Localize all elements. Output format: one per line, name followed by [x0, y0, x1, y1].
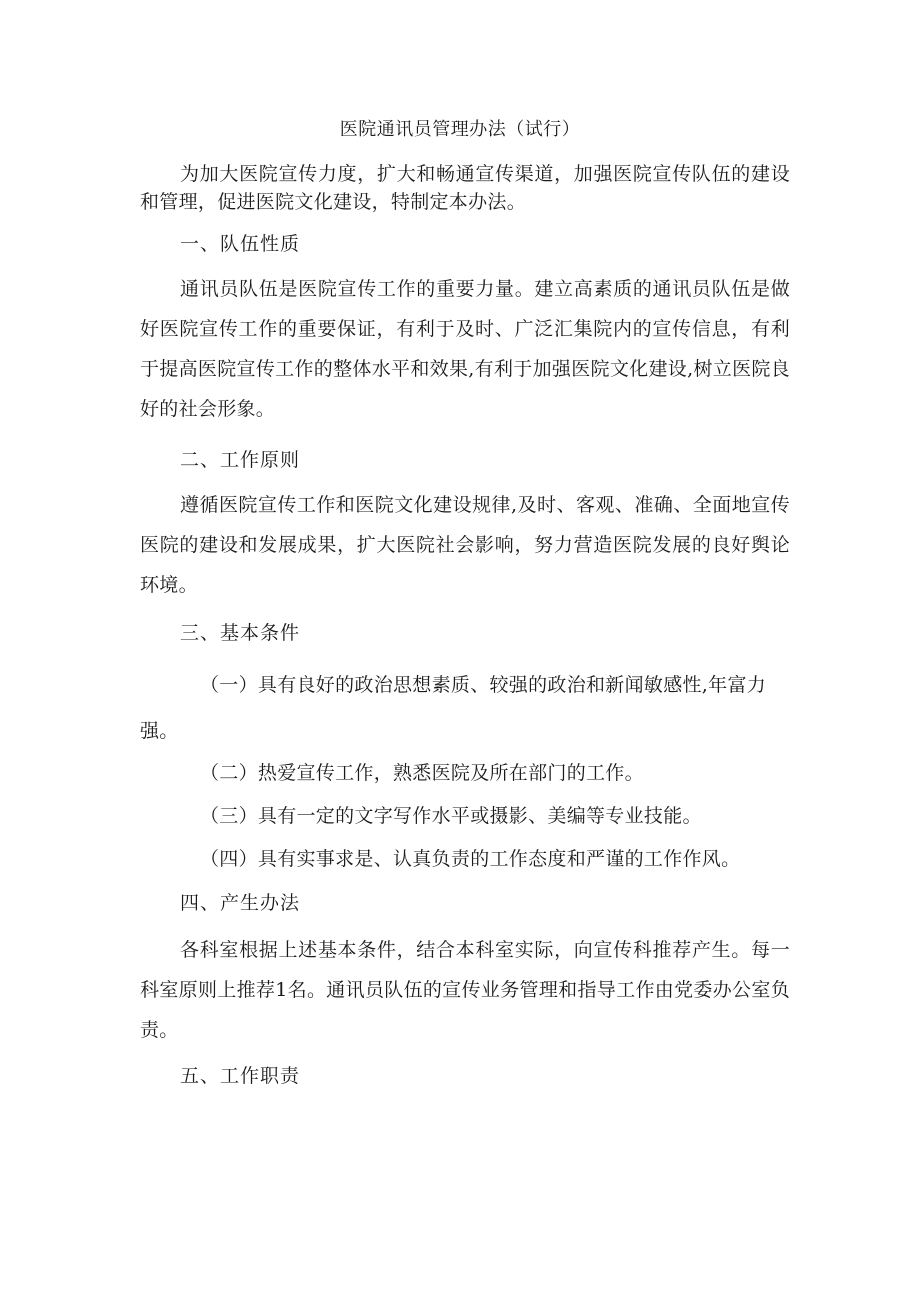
section-body-2: 遵循医院宣传工作和医院文化建设规律,及时、客观、准确、全面地宣传医院的建设和发展成果，扩大医院社会影响，努力营造医院发展的良好舆论环境。	[140, 494, 790, 596]
condition-item-2: （二）热爱宣传工作，熟悉医院及所在部门的工作。	[200, 762, 644, 784]
condition-item-3: （三）具有一定的文字写作水平或摄影、美编等专业技能。	[200, 805, 702, 827]
intro-paragraph: 为加大医院宣传力度，扩大和畅通宣传渠道，加强医院宣传队伍的建设和管理，促进医院文化建设，特制定本办法。	[140, 163, 790, 213]
section-heading-5: 五、工作职责	[180, 1065, 301, 1087]
section-heading-1: 一、队伍性质	[180, 233, 301, 255]
section-body-1: 通讯员队伍是医院宣传工作的重要力量。建立高素质的通讯员队伍是做好医院宣传工作的重要保证，有利于及时、广泛汇集院内的宣传信息，有利于提高医院宣传工作的整体水平和效果,有利于加强医院文化建设,树立医院良好的社会形象。	[140, 278, 790, 420]
condition-item-1: （一）具有良好的政治思想素质、较强的政治和新闻敏感性,年富力强。	[140, 674, 767, 742]
section-heading-4: 四、产生办法	[180, 892, 301, 914]
section-heading-2: 二、工作原则	[180, 449, 301, 471]
condition-item-4: （四）具有实事求是、认真负责的工作态度和严谨的工作作风。	[200, 848, 741, 870]
document-title: 医院通讯员管理办法（试行）	[339, 119, 581, 140]
section-heading-3: 三、基本条件	[180, 622, 301, 644]
section-body-4: 各科室根据上述基本条件，结合本科室实际，向宣传科推荐产生。每一科室原则上推荐1名。通讯员队伍的宣传业务管理和指导工作由党委办公室负责。	[140, 939, 790, 1041]
